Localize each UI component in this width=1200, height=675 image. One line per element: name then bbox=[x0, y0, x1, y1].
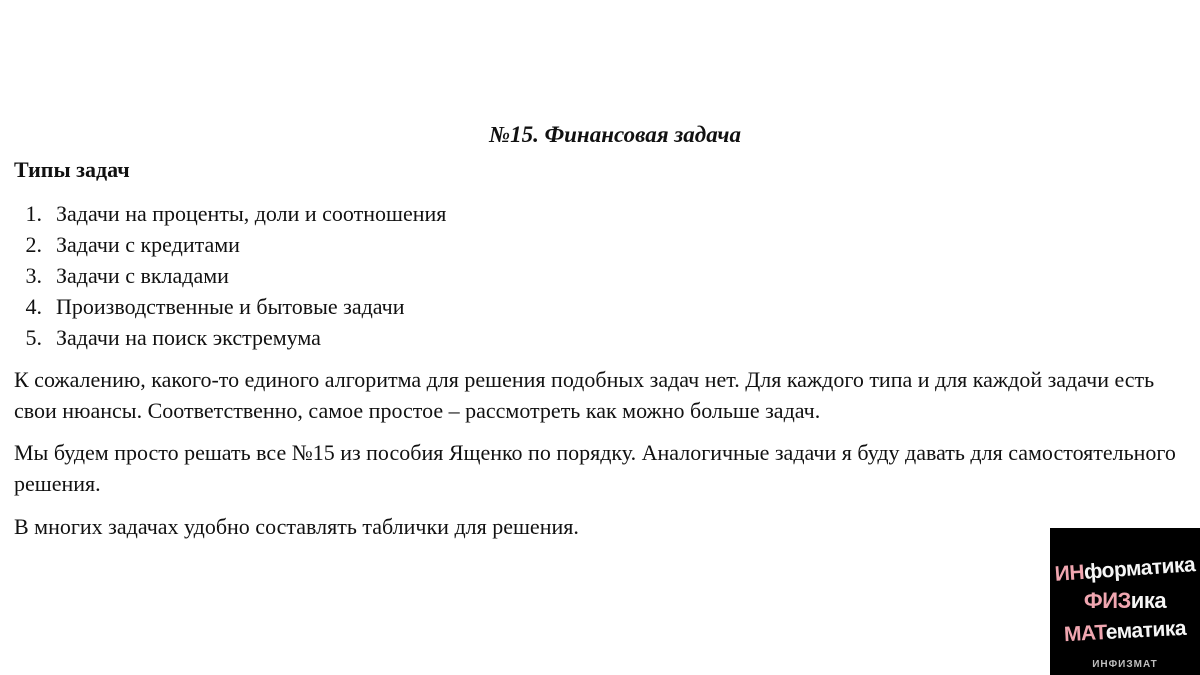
list-item-text: Производственные и бытовые задачи bbox=[56, 294, 405, 319]
logo-line-matematika bbox=[1050, 616, 1200, 648]
list-item-number: 2. bbox=[25, 232, 42, 257]
list-item bbox=[14, 322, 446, 353]
logo-text: ематика bbox=[1105, 616, 1187, 644]
document-title: №15. Финансовая задача bbox=[489, 122, 741, 147]
logo-highlight: ИН bbox=[1054, 560, 1085, 586]
list-item bbox=[14, 198, 446, 229]
logo-highlight: МАТ bbox=[1063, 621, 1107, 647]
task-types-list bbox=[14, 198, 446, 353]
logo-line-fizika bbox=[1050, 588, 1200, 614]
list-item-number: 4. bbox=[25, 294, 42, 319]
list-item-text: Задачи с кредитами bbox=[56, 232, 240, 257]
paragraph-plan: Мы будем просто решать все №15 из пособия Ященко по порядку. Аналогичные задачи я буду давать для самостоятельного решения. bbox=[14, 440, 1176, 496]
list-item-number: 5. bbox=[25, 325, 42, 350]
logo-highlight: ФИЗ bbox=[1083, 588, 1131, 613]
list-item-number: 1. bbox=[25, 201, 42, 226]
list-item bbox=[14, 229, 446, 260]
paragraph-no-algorithm: К сожалению, какого-то единого алгоритма для решения подобных задач нет. Для каждого типа и для каждой задачи есть свои нюансы. Соответственно, самое простое – рассмотреть как можно больше задач. bbox=[14, 367, 1155, 423]
section-heading: Типы задач bbox=[14, 157, 130, 182]
list-item bbox=[14, 291, 446, 322]
logo-caption: ИНФИЗМАТ bbox=[1092, 659, 1158, 670]
list-item-number: 3. bbox=[25, 263, 42, 288]
logo-line-informatika bbox=[1050, 553, 1200, 587]
logo-text: форматика bbox=[1083, 553, 1196, 584]
list-item-text: Задачи на проценты, доли и соотношения bbox=[56, 201, 447, 226]
infizmat-logo bbox=[1050, 528, 1200, 675]
paragraph-tables: В многих задачах удобно составлять таблички для решения. bbox=[14, 514, 579, 539]
list-item-text: Задачи на поиск экстремума bbox=[56, 325, 321, 350]
list-item bbox=[14, 260, 446, 291]
list-item-text: Задачи с вкладами bbox=[56, 263, 229, 288]
logo-text: ика bbox=[1130, 588, 1167, 613]
